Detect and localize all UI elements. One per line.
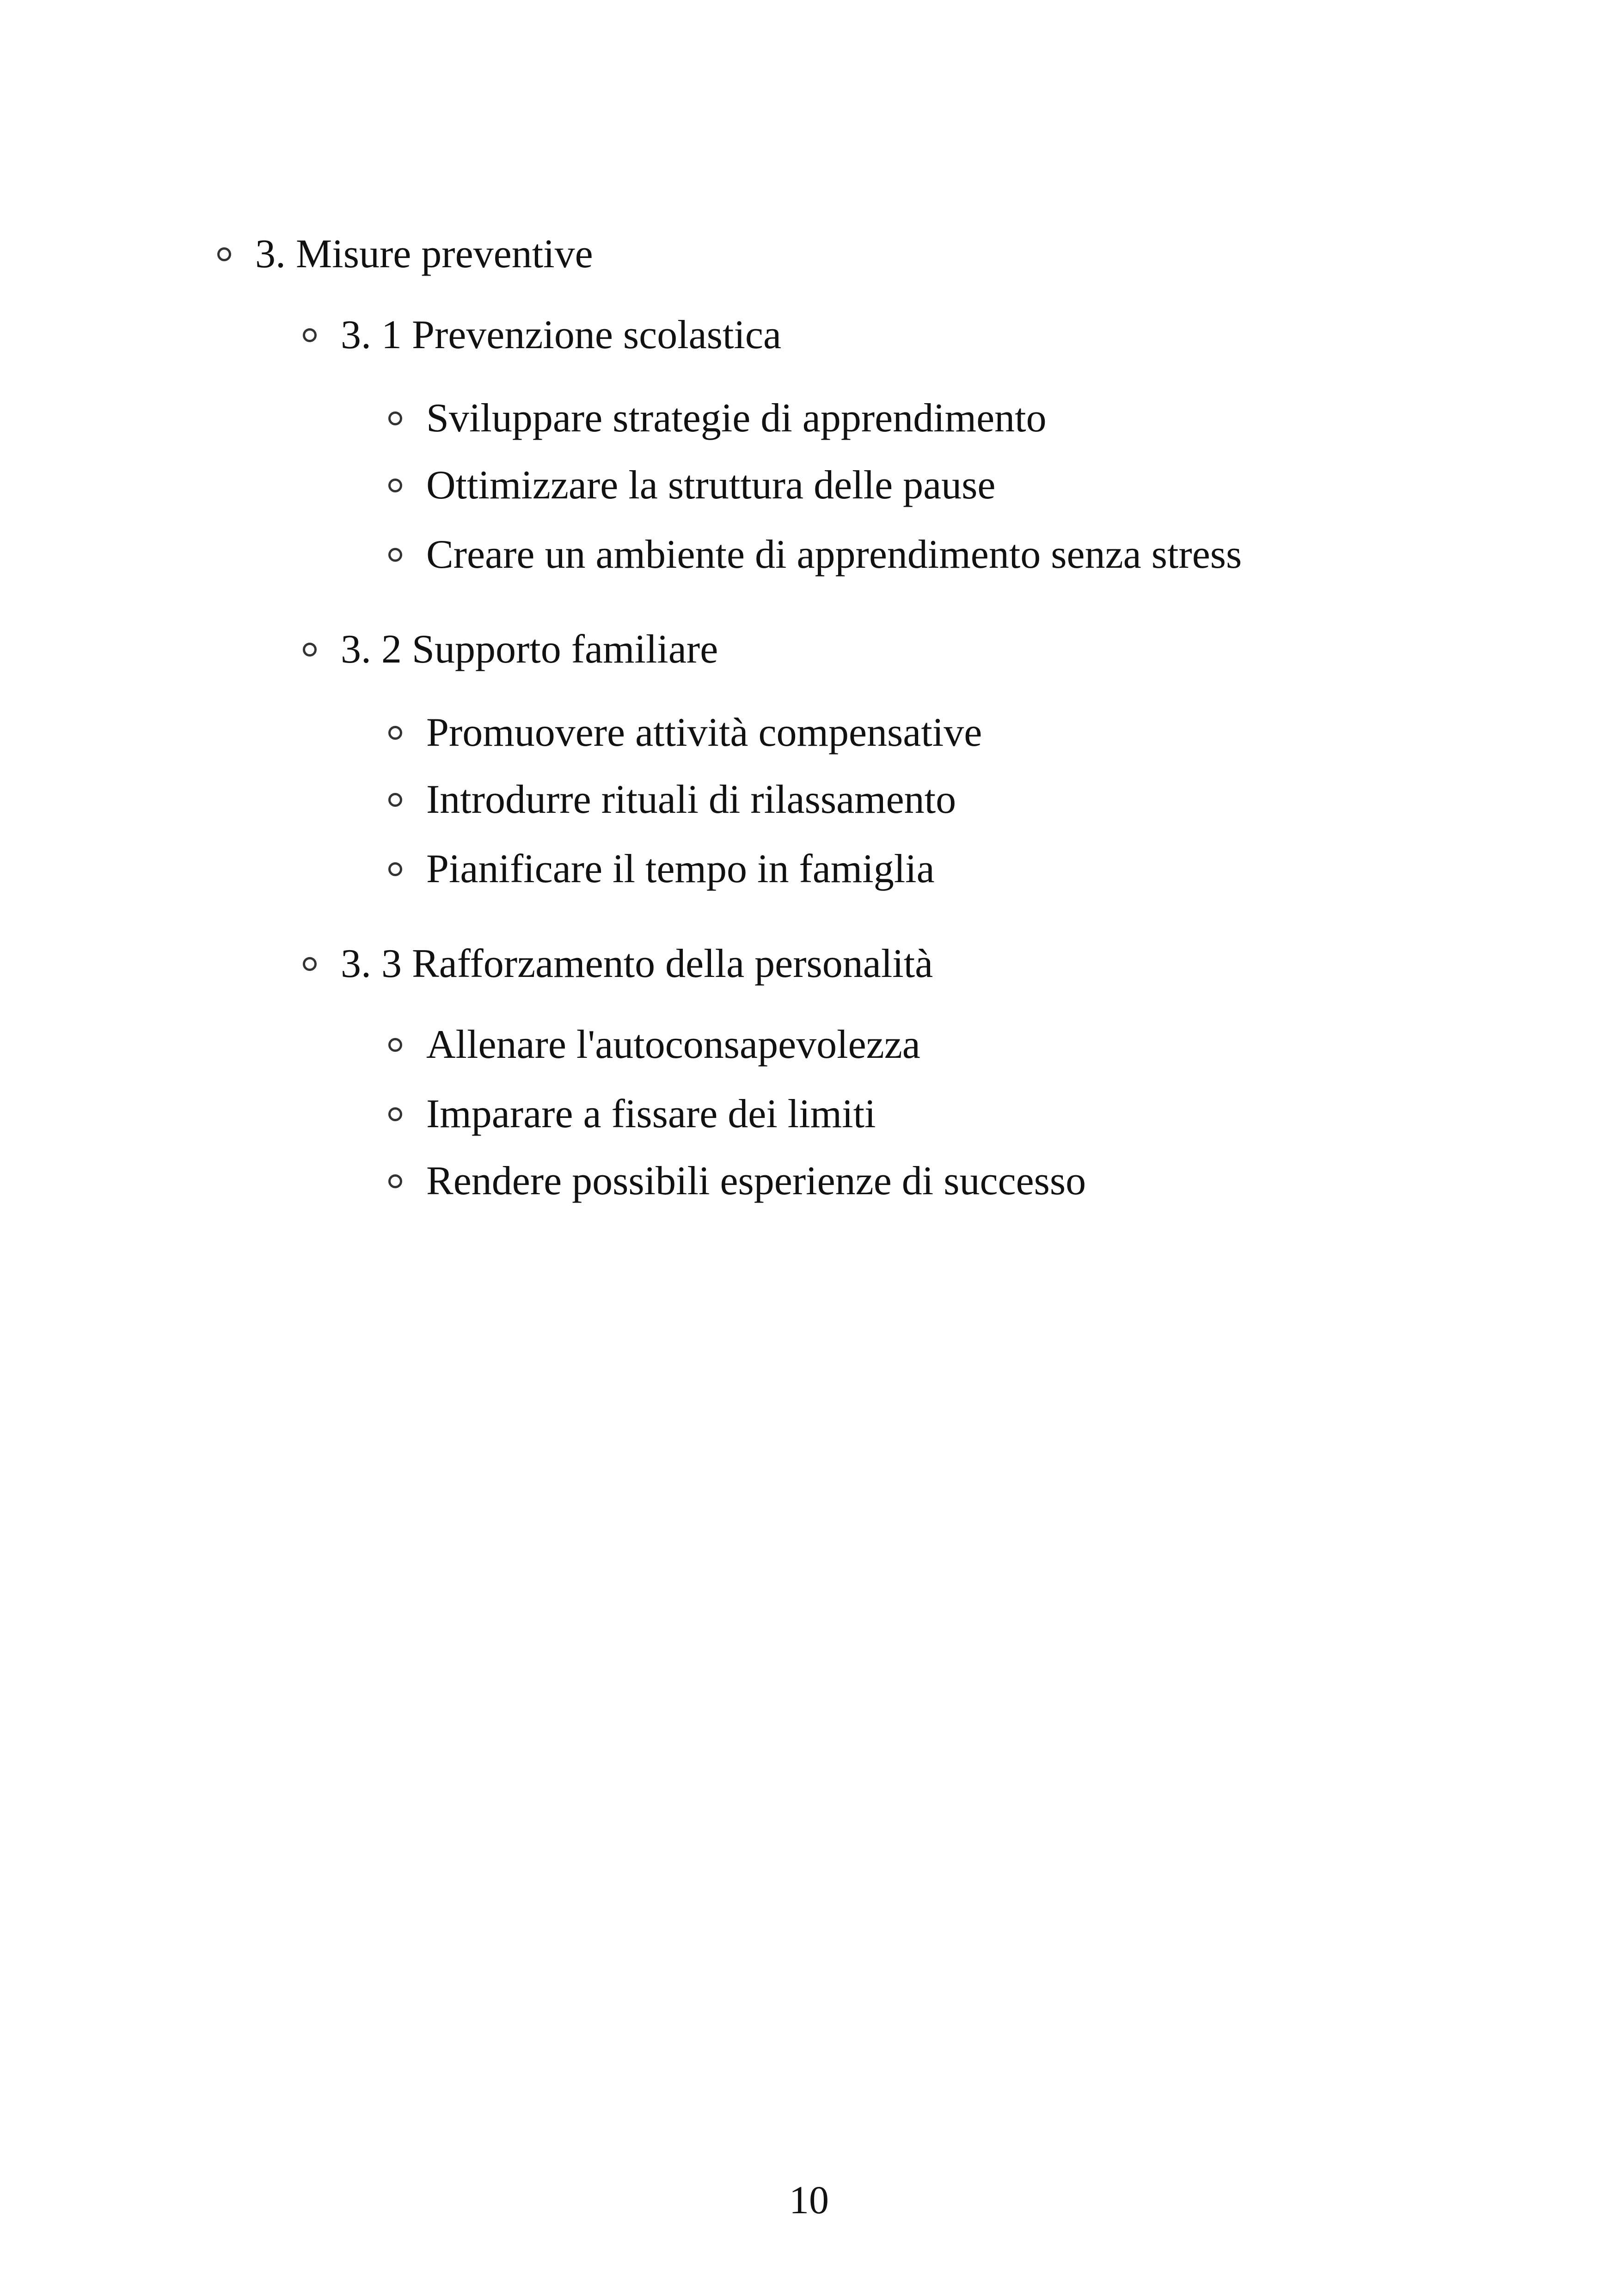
list-item-text: Promuovere attività compensative bbox=[426, 710, 982, 755]
list-item bbox=[388, 393, 1047, 444]
list-item bbox=[388, 707, 982, 758]
list-item-text: Imparare a fissare dei limiti bbox=[426, 1092, 876, 1136]
page-number: 10 bbox=[789, 2178, 829, 2222]
circle-bullet-icon bbox=[388, 1038, 402, 1052]
circle-bullet-icon bbox=[388, 1174, 402, 1188]
circle-bullet-icon bbox=[388, 479, 402, 492]
circle-bullet-icon bbox=[388, 726, 402, 740]
section-title: 3. Misure preventive bbox=[255, 232, 593, 276]
subsection-title: 3. 2 Supporto familiare bbox=[341, 627, 718, 672]
subsection-title: 3. 3 Rafforzamento della personalità bbox=[341, 941, 933, 986]
list-item-text: Pianificare il tempo in famiglia bbox=[426, 847, 935, 891]
outline-subsection-3-3 bbox=[303, 939, 933, 989]
circle-bullet-icon bbox=[388, 862, 402, 876]
list-item-text: Creare un ambiente di apprendimento senza stress bbox=[426, 532, 1242, 577]
list-item-text: Sviluppare strategie di apprendimento bbox=[426, 396, 1047, 441]
list-item-text: Rendere possibili esperienze di successo bbox=[426, 1159, 1086, 1203]
circle-bullet-icon bbox=[388, 411, 402, 425]
list-item bbox=[388, 1019, 920, 1070]
list-item bbox=[388, 844, 935, 895]
outline-subsection-3-2 bbox=[303, 624, 718, 675]
circle-bullet-icon bbox=[388, 548, 402, 562]
subsection-title: 3. 1 Prevenzione scolastica bbox=[341, 313, 782, 357]
list-item bbox=[388, 774, 956, 825]
circle-bullet-icon bbox=[303, 643, 317, 657]
circle-bullet-icon bbox=[388, 1107, 402, 1121]
circle-bullet-icon bbox=[303, 328, 317, 342]
list-item bbox=[388, 460, 995, 511]
circle-bullet-icon bbox=[303, 957, 317, 971]
list-item-text: Allenare l'autoconsapevolezza bbox=[426, 1022, 920, 1067]
circle-bullet-icon bbox=[388, 793, 402, 807]
list-item bbox=[388, 1089, 876, 1140]
list-item bbox=[388, 1156, 1086, 1207]
list-item-text: Ottimizzare la struttura delle pause bbox=[426, 463, 996, 508]
circle-bullet-icon bbox=[217, 247, 231, 261]
list-item-text: Introdurre rituali di rilassamento bbox=[426, 777, 956, 822]
outline-section-3 bbox=[217, 229, 593, 280]
outline-subsection-3-1 bbox=[303, 310, 781, 361]
list-item bbox=[388, 529, 1242, 580]
